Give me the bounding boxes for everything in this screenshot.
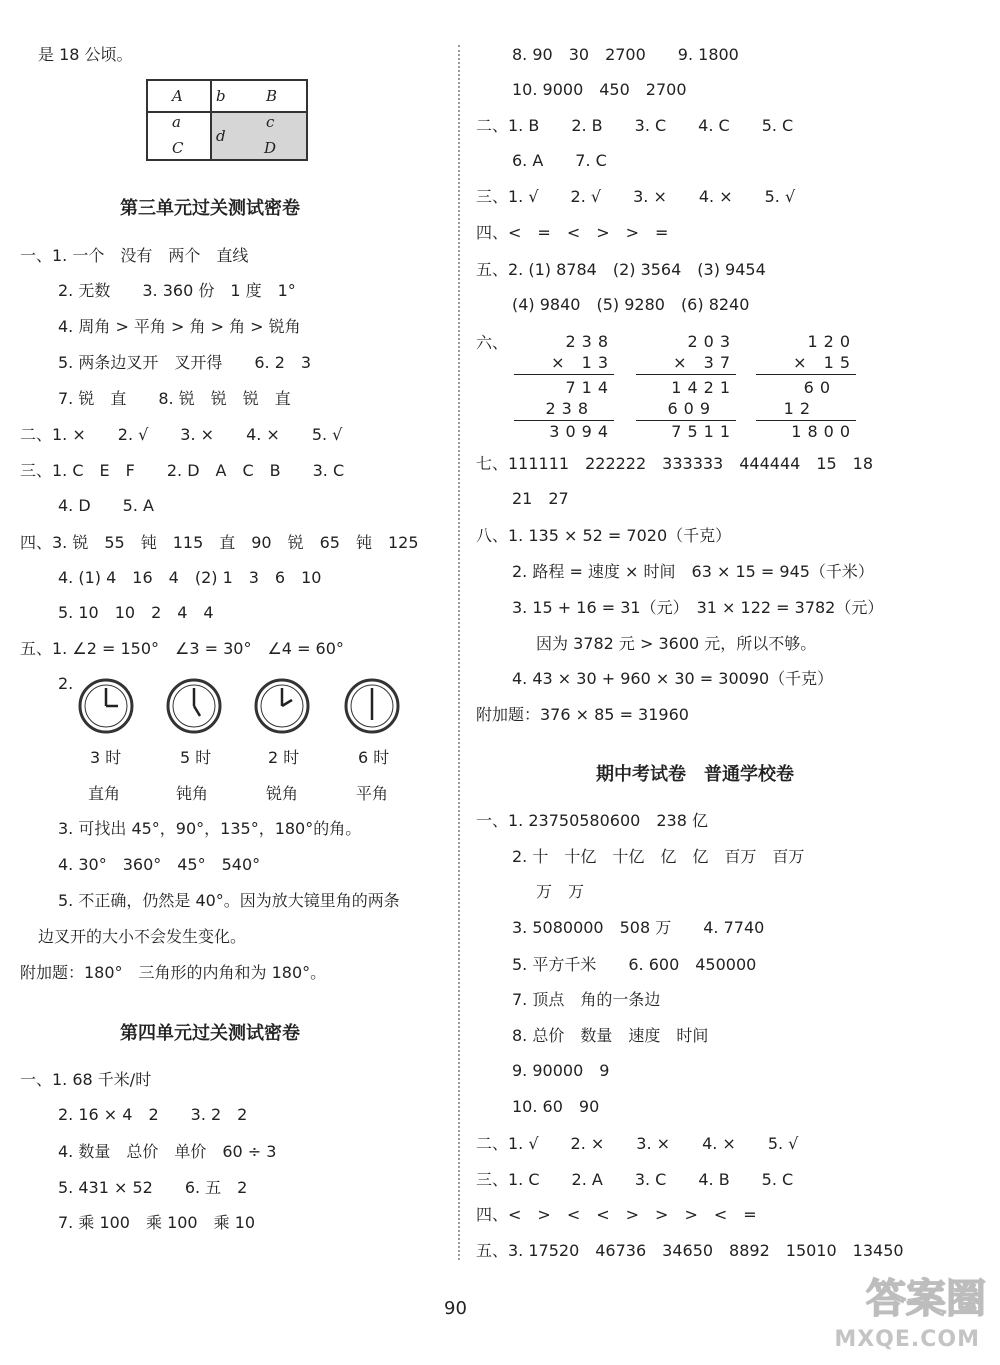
unit3-line: 4. (1) 4 16 4 (2) 1 3 6 10 (58, 568, 322, 587)
right-line: 五、2. (1) 8784 (2) 3564 (3) 9454 (476, 260, 766, 279)
calc-result: 1800 (791, 422, 856, 441)
unit3-line: 一、1. 一个 没有 两个 直线 (20, 246, 249, 265)
unit4-line: 2. 16 × 4 2 3. 2 2 (58, 1105, 248, 1124)
right-line: 10. 9000 450 2700 (512, 80, 687, 99)
midterm-title: 期中考试卷 普通学校卷 (596, 764, 794, 785)
calc-result: 3094 (549, 422, 614, 441)
calc-multiplier: × 37 (673, 353, 736, 372)
unit3-line: 5. 两条边叉开 叉开得 6. 2 3 (58, 353, 312, 372)
calc-partial-1: 60 (803, 378, 836, 397)
vertical-multiplication-2 (636, 332, 736, 442)
unit3-line: 五、1. ∠2 = 150° ∠3 = 30° ∠4 = 60° (20, 639, 344, 658)
clock-time: 5 时 (180, 748, 212, 767)
calc-partial-2: 238 (545, 399, 594, 418)
clock-icon-2 (254, 678, 310, 734)
label-a: a (172, 113, 181, 131)
unit3-after: 5. 不正确，仍然是 40°。因为放大镜里角的两条 (58, 891, 400, 910)
intro-text: 是 18 公顷。 (38, 45, 133, 64)
midterm-line: 8. 总价 数量 速度 时间 (512, 1026, 709, 1045)
unit4-line: 7. 乘 100 乘 100 乘 10 (58, 1213, 256, 1232)
unit3-line: 2. 无数 3. 360 份 1 度 1° (58, 281, 296, 300)
midterm-line: 二、1. √ 2. × 3. × 4. × 5. √ (476, 1134, 799, 1153)
clock-icon-6 (344, 678, 400, 734)
clock-angle: 平角 (356, 784, 389, 803)
right-after: 七、111111 222222 333333 444444 15 18 (476, 454, 874, 473)
unit3-after: 边叉开的大小不会发生变化。 (38, 927, 247, 946)
clock-angle: 钝角 (176, 784, 209, 803)
midterm-line: 2. 十 十亿 十亿 亿 亿 百万 百万 (512, 847, 805, 866)
clock-icon-3 (78, 678, 134, 734)
right-after: 2. 路程 = 速度 × 时间 63 × 15 = 945（千米） (512, 562, 874, 581)
right-after: 4. 43 × 30 + 960 × 30 = 30090（千克） (512, 669, 834, 688)
page-number: 90 (444, 1298, 467, 1319)
right-after: 附加题：376 × 85 = 31960 (476, 705, 689, 724)
unit3-after: 附加题：180° 三角形的内角和为 180°。 (20, 963, 327, 982)
unit4-line: 4. 数量 总价 单价 60 ÷ 3 (58, 1142, 277, 1161)
calc-multiplier: × 15 (793, 353, 856, 372)
unit3-line: 7. 锐 直 8. 锐 锐 锐 直 (58, 389, 291, 408)
midterm-line: 7. 顶点 角的一条边 (512, 990, 661, 1009)
unit3-line: 三、1. C E F 2. D A C B 3. C (20, 461, 345, 480)
unit4-title: 第四单元过关测试密卷 (120, 1023, 300, 1044)
unit3-line: 二、1. × 2. √ 3. × 4. × 5. √ (20, 425, 343, 444)
clock-angle: 直角 (88, 784, 121, 803)
unit3-line: 2. (58, 674, 74, 693)
label-b: b (216, 87, 226, 105)
unit4-line: 5. 431 × 52 6. 五 2 (58, 1178, 248, 1197)
calc-result: 7511 (671, 422, 736, 441)
label-A: A (172, 87, 183, 105)
clock-time: 2 时 (268, 748, 300, 767)
right-after: 3. 15 + 16 = 31（元） 31 × 122 = 3782（元） (512, 598, 884, 617)
calc-multiplicand: 203 (687, 332, 736, 351)
right-line: (4) 9840 (5) 9280 (6) 8240 (512, 295, 750, 314)
midterm-line: 万 万 (536, 882, 585, 901)
unit3-line: 4. 周角 > 平角 > 角 > 角 > 锐角 (58, 317, 301, 336)
unit4-line: 一、1. 68 千米/时 (20, 1070, 152, 1089)
right-line: 6. A 7. C (512, 151, 607, 170)
watermark-text: 答案圈 (866, 1276, 986, 1322)
calc-partial-1: 1421 (671, 378, 736, 397)
right-line: 三、1. √ 2. √ 3. × 4. × 5. √ (476, 187, 796, 206)
vertical-multiplication-1 (514, 332, 614, 442)
unit3-line: 四、3. 锐 55 钝 115 直 90 锐 65 钝 125 (20, 533, 419, 552)
unit3-title: 第三单元过关测试密卷 (120, 198, 300, 219)
midterm-line: 10. 60 90 (512, 1097, 600, 1116)
unit3-line: 5. 10 10 2 4 4 (58, 603, 214, 622)
right-line: 四、< = < > > = (476, 223, 669, 242)
watermark-logo (804, 1271, 994, 1361)
clock-icon-5 (166, 678, 222, 734)
midterm-line: 3. 5080000 508 万 4. 7740 (512, 918, 765, 937)
right-after: 因为 3782 元 > 3600 元，所以不够。 (536, 634, 817, 653)
clock-time: 6 时 (358, 748, 390, 767)
midterm-line: 三、1. C 2. A 3. C 4. B 5. C (476, 1170, 794, 1189)
label-B: B (266, 87, 278, 105)
unit3-line: 4. D 5. A (58, 496, 154, 515)
midterm-line: 5. 平方千米 6. 600 450000 (512, 955, 757, 974)
right-after: 21 27 (512, 489, 569, 508)
midterm-line: 9. 90000 9 (512, 1061, 610, 1080)
calc-partial-2: 12 (783, 399, 816, 418)
calc-multiplicand: 120 (807, 332, 856, 351)
right-after: 八、1. 135 × 52 = 7020（千克） (476, 526, 732, 545)
area-grid-figure (146, 79, 308, 161)
column-divider (458, 45, 460, 1260)
calc-multiplier: × 13 (551, 353, 614, 372)
label-D: D (264, 139, 277, 157)
right-line: 二、1. B 2. B 3. C 4. C 5. C (476, 116, 794, 135)
calc-partial-1: 714 (565, 378, 614, 397)
right-line: 8. 90 30 2700 9. 1800 (512, 45, 739, 64)
midterm-line: 五、3. 17520 46736 34650 8892 15010 13450 (476, 1241, 904, 1260)
vertical-multiplication-3 (756, 332, 856, 442)
calc-partial-2: 609 (667, 399, 716, 418)
midterm-line: 一、1. 23750580600 238 亿 (476, 811, 708, 830)
section-six-label: 六、 (476, 333, 509, 352)
unit3-after: 4. 30° 360° 45° 540° (58, 855, 261, 874)
clock-time: 3 时 (90, 748, 122, 767)
watermark-url: MXQE.COM (834, 1327, 980, 1352)
midterm-line: 四、< > < < > > > < = (476, 1205, 757, 1224)
label-d: d (216, 127, 226, 145)
label-C: C (172, 139, 184, 157)
clock-angle: 锐角 (266, 784, 299, 803)
label-c: c (266, 113, 275, 131)
unit3-after: 3. 可找出 45°，90°，135°，180°的角。 (58, 819, 362, 838)
calc-multiplicand: 238 (565, 332, 614, 351)
